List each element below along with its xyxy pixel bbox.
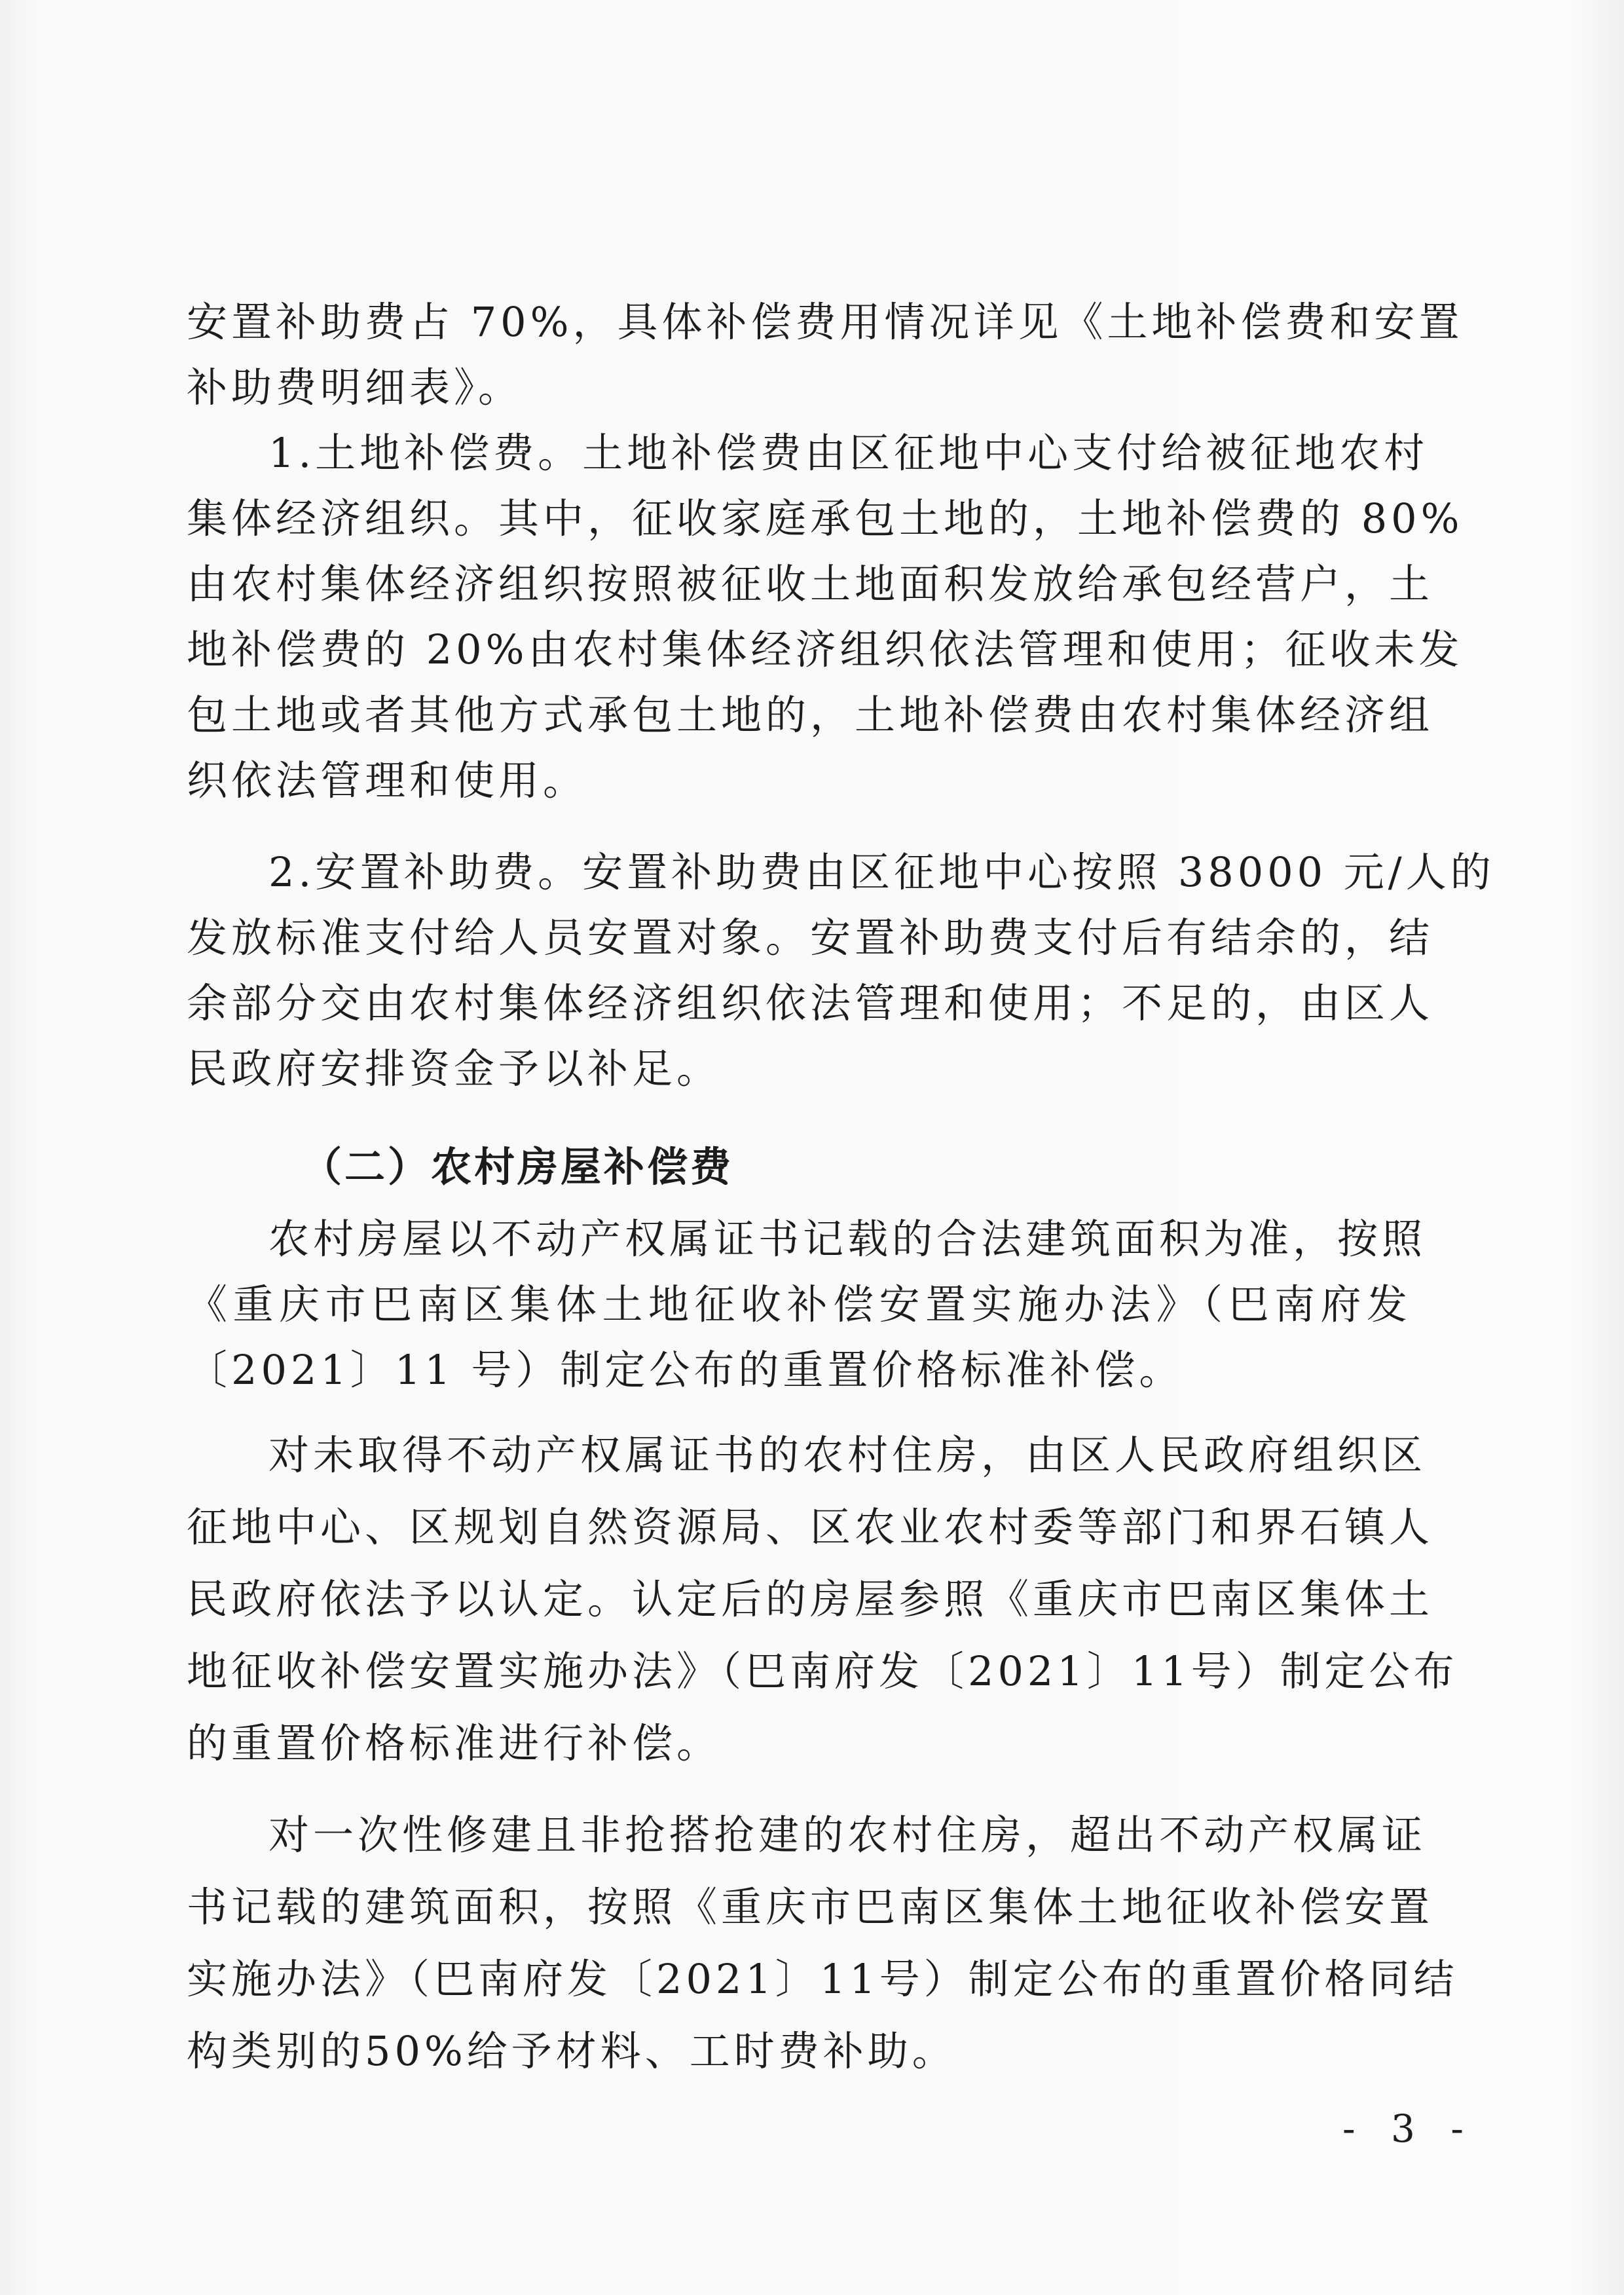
- paragraph-line: 织依法管理和使用。: [187, 756, 588, 804]
- paragraph-line: 农村房屋以不动产权属证书记载的合法建筑面积为准，按照: [268, 1215, 1427, 1263]
- paragraph-line: 地补偿费的 20%由农村集体经济组织依法管理和使用；征收未发: [187, 625, 1464, 673]
- paragraph-line: 民政府安排资金予以补足。: [187, 1045, 722, 1092]
- paragraph-line: 1.土地补偿费。土地补偿费由区征地中心支付给被征地农村: [268, 429, 1429, 477]
- paragraph-line: 地征收补偿安置实施办法》（巴南府发〔2021〕11号）制定公布: [187, 1647, 1458, 1695]
- paragraph-line: 余部分交由农村集体经济组织依法管理和使用；不足的，由区人: [187, 979, 1434, 1027]
- paragraph-line: 对一次性修建且非抢搭抢建的农村住房，超出不动产权属证: [268, 1811, 1427, 1859]
- paragraph-line: 民政府依法予以认定。认定后的房屋参照《重庆市巴南区集体土: [187, 1575, 1434, 1623]
- paragraph-line: 包土地或者其他方式承包土地的，土地补偿费由农村集体经济组: [187, 691, 1434, 739]
- paragraph-line: 《重庆市巴南区集体土地征收补偿安置实施办法》（巴南府发: [187, 1280, 1411, 1328]
- paragraph-line: 发放标准支付给人员安置对象。安置补助费支付后有结余的，结: [187, 914, 1434, 961]
- paragraph-line: 补助费明细表》。: [187, 364, 523, 411]
- paragraph-line: 由农村集体经济组织按照被征收土地面积发放给承包经营户，土: [187, 560, 1434, 608]
- page-number: - 3 -: [1342, 2106, 1475, 2151]
- paragraph-line: 集体经济组织。其中，征收家庭承包土地的，土地补偿费的 80%: [187, 494, 1464, 542]
- paragraph-line: 2.安置补助费。安置补助费由区征地中心按照 38000 元/人的: [268, 848, 1495, 896]
- paragraph-line: 书记载的建筑面积，按照《重庆市巴南区集体土地征收补偿安置: [187, 1883, 1434, 1931]
- paragraph-line: 安置补助费占 70%，具体补偿费用情况详见《土地补偿费和安置: [187, 298, 1464, 346]
- paragraph-line: 征地中心、区规划自然资源局、区农业农村委等部门和界石镇人: [187, 1503, 1434, 1551]
- paragraph-line: 对未取得不动产权属证书的农村住房，由区人民政府组织区: [268, 1431, 1427, 1479]
- paragraph-line: 〔2021〕11 号）制定公布的重置价格标准补偿。: [187, 1346, 1184, 1394]
- paragraph-line: 实施办法》（巴南府发〔2021〕11号）制定公布的重置价格同结: [187, 1955, 1458, 2003]
- paragraph-line: 的重置价格标准进行补偿。: [187, 1719, 722, 1767]
- paragraph-line: 构类别的50%给予材料、工时费补助。: [187, 2027, 957, 2075]
- section-heading: （二）农村房屋补偿费: [301, 1143, 734, 1191]
